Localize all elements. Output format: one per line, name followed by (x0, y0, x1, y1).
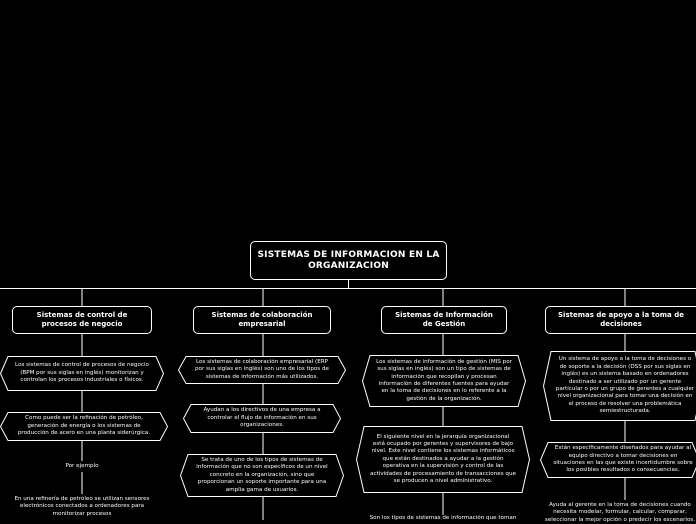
node-refineria[interactable]: En una refinería de petróleo se utilizan sensores electrónicos conectados a ordenadores para monitorizar procesos (14, 496, 150, 518)
node-text: Los sistemas de control de procesos de negocio (BPM por sus siglas en inglés) monitorizan y controlan los procesos industriales o físicos. (14, 362, 150, 384)
node-dss-ayuda[interactable]: Ayuda al gerente en la toma de decisiones cuando necesita modelar, formular, calcular, comparar, seleccionar la mejor opción o predecir los escenarios. (544, 502, 696, 524)
node-erp-ayudan[interactable] (183, 404, 341, 433)
node-mis-nivel[interactable] (356, 426, 530, 493)
node-text: Se trata de uno de los tipos de sistemas de información que no son específicos de un nivel concreto en la organización, sino que proporcionan un soporte importante para una amplia gama de usuarios. (194, 457, 330, 494)
root-title: SISTEMAS DE INFORMACION EN LA ORGANIZACION (257, 250, 440, 272)
node-text: Los sistemas de colaboración empresarial (ERP por sus siglas en inglés) son uno de los tipos de sistemas de información más utilizados. (192, 359, 332, 381)
branch-control-procesos[interactable] (12, 306, 152, 334)
node-bpm-examples[interactable] (0, 412, 168, 441)
node-bpm-definition[interactable] (0, 356, 164, 391)
node-erp-definition[interactable] (178, 356, 346, 384)
node-text: El siguiente nivel en la jerarquía organizacional está ocupado por gerentes y supervisores de bajo nivel. Este nivel contiene los sistemas informáticos que están destinados a ayudar a la gestión operativa en la supervisión y control de las actividades de procesamiento de transacciones que se producen a nivel administrativo. (370, 434, 516, 486)
branch-title: Sistemas de Información de Gestión (390, 311, 498, 329)
node-text: Los sistemas de información de gestión (MIS por sus siglas en inglés) son un tipo de sistemas de información que recopilan y procesan información de diferentes fuentes para ayudar en la toma de decisiones en lo referente a la gestión de la organización. (376, 359, 512, 403)
branch-title: Sistemas de control de procesos de negocio (21, 311, 143, 329)
node-text: Un sistema de apoyo a la toma de decisiones o de soporte a la decisión (DSS por sus siglas en inglés) es un sistema basado en ordenadores destinado a ser utilizado por un gerente particular o por un grupo de gerentes a cualquier nivel organizacional para tomar una decisión en el proceso de resolver una problemática semiestructurada. (555, 356, 695, 415)
node-erp-soporte[interactable] (180, 454, 344, 497)
node-mis-tipos[interactable]: Son los tipos de sistemas de información que toman (356, 515, 530, 522)
node-dss-definition[interactable] (543, 351, 696, 421)
branch-title: Sistemas de apoyo a la toma de decisiones (554, 311, 688, 329)
node-mis-definition[interactable] (362, 355, 526, 407)
node-text: Como puede ser la refinación de petróleo, generación de energía o los sistemas de producción de acero en una planta siderúrgica. (14, 415, 154, 437)
node-text: Están específicamente diseñados para ayudar al equipo directivo a tomar decisiones en situaciones en las que existe incertidumbre sobre los posibles resultados o consecuencias. (552, 445, 694, 475)
root-node[interactable] (250, 241, 447, 280)
node-text: Ayudan a los directivos de una empresa a controlar el flujo de información en sus organizaciones. (197, 407, 327, 429)
branch-colaboracion[interactable] (193, 306, 331, 334)
branch-apoyo-decisiones[interactable] (545, 306, 696, 334)
branch-informacion-gestion[interactable] (381, 306, 507, 334)
branch-title: Sistemas de colaboración empresarial (202, 311, 322, 329)
node-dss-disenados[interactable] (540, 442, 696, 478)
node-por-ejemplo[interactable]: Por ejemplo (42, 463, 122, 470)
